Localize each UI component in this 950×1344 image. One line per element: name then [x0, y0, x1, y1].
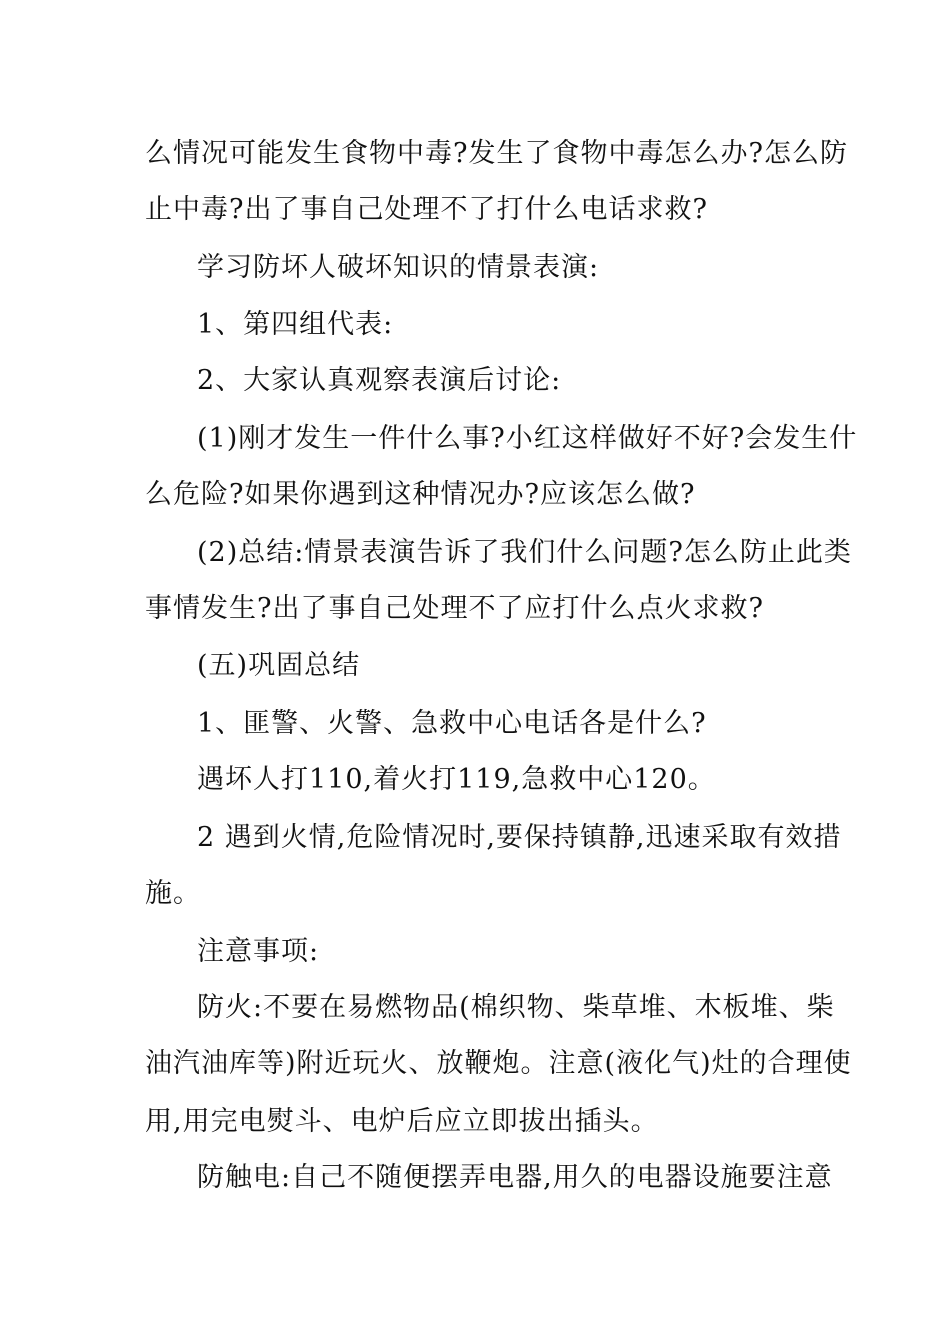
text-line: (1)刚才发生一件什么事?小红这样做好不好?会发生什 — [197, 423, 858, 454]
text-line: 防火:不要在易燃物品(棉织物、柴草堆、木板堆、柴 — [197, 992, 835, 1023]
text-line: 1、匪警、火警、急救中心电话各是什么? — [197, 708, 707, 739]
text-line: 1、第四组代表: — [197, 309, 394, 340]
text-line: 用,用完电熨斗、电炉后应立即拔出插头。 — [145, 1106, 659, 1137]
text-line: 2 遇到火情,危险情况时,要保持镇静,迅速采取有效措 — [197, 822, 842, 853]
text-line: 学习防坏人破坏知识的情景表演: — [197, 252, 600, 283]
text-line: 么危险?如果你遇到这种情况办?应该怎么做? — [145, 479, 696, 510]
text-line: 遇坏人打110,着火打119,急救中心120。 — [197, 764, 716, 795]
text-line: 么情况可能发生食物中毒?发生了食物中毒怎么办?怎么防 — [145, 138, 848, 169]
text-line: (五)巩固总结 — [197, 650, 361, 681]
text-line: 油汽油库等)附近玩火、放鞭炮。注意(液化气)灶的合理使 — [145, 1048, 852, 1079]
text-line: 事情发生?出了事自己处理不了应打什么点火求救? — [145, 593, 764, 624]
text-line: 止中毒?出了事自己处理不了打什么电话求救? — [145, 194, 708, 225]
text-line: 2、大家认真观察表演后讨论: — [197, 365, 562, 396]
text-line: 注意事项: — [197, 936, 320, 967]
text-line: 施。 — [145, 878, 201, 909]
text-line: 防触电:自己不随便摆弄电器,用久的电器设施要注意 — [197, 1162, 833, 1193]
text-line: (2)总结:情景表演告诉了我们什么问题?怎么防止此类 — [197, 537, 852, 568]
